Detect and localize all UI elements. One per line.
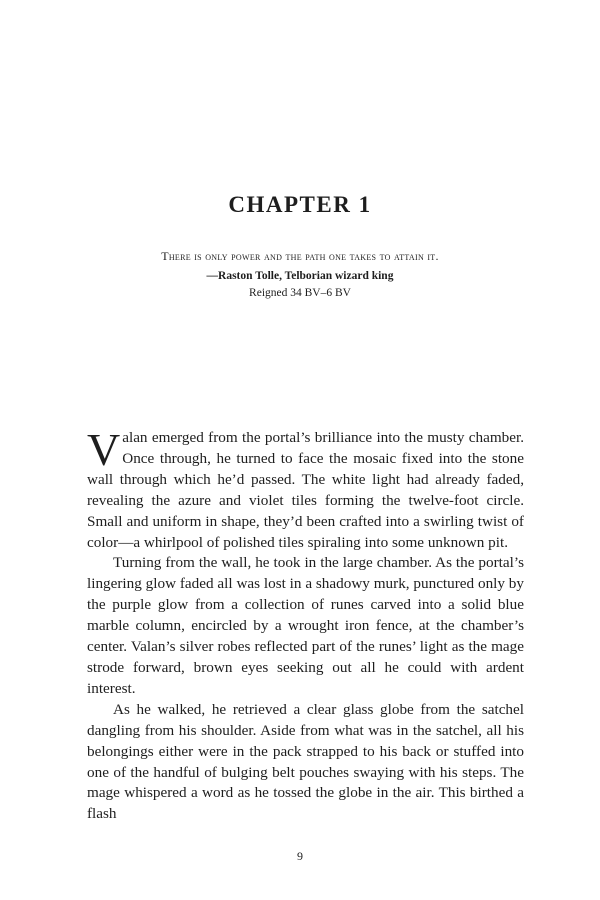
- epigraph-attribution: —Raston Tolle, Telborian wizard king: [206, 270, 394, 282]
- body-paragraph-2: Turning from the wall, he took in the large chamber. As the portal’s lingering glow faded all was lost in a shadowy murk, punctured only by the purple glow from a collection of runes carved into a solid blue marble column, encircled by a wrought iron fence, at the chamber’s center. Valan’s silver robes reflected part of the runes’ light as the mage strode forward, brown eyes seeking out all he could with ardent interest.: [87, 554, 524, 697]
- page-number: 9: [297, 849, 303, 863]
- drop-cap: V: [87, 424, 121, 475]
- body-paragraph-1: [87, 424, 524, 553]
- chapter-title: CHAPTER 1: [228, 192, 372, 217]
- epigraph-reign-dates: Reigned 34 BV–6 BV: [249, 287, 351, 299]
- chapter-body: [87, 424, 524, 825]
- paragraph-1-text: alan emerged from the portal’s brilliance into the musty chamber. Once through, he turned to face the mosaic fixed into the stone wall through which he’d passed. The white light had already faded, revealing the azure and violet tiles forming the twelve-foot circle. Small and uniform in shape, they’d been crafted into a swirling twist of color—a whirlpool of polished tiles spiraling into some unknown pit.: [87, 429, 524, 551]
- epigraph-quote: There is only power and the path one takes to attain it.: [161, 249, 439, 263]
- body-paragraph-3: As he walked, he retrieved a clear glass globe from the satchel dangling from his shoulder. Aside from what was in the satchel, all his belongings either were in the pack strapped to his back or stuffed into one of the handful of bulging belt pouches swaying with his steps. The mage whispered a word as he tossed the globe in the air. This birthed a flash: [87, 700, 524, 823]
